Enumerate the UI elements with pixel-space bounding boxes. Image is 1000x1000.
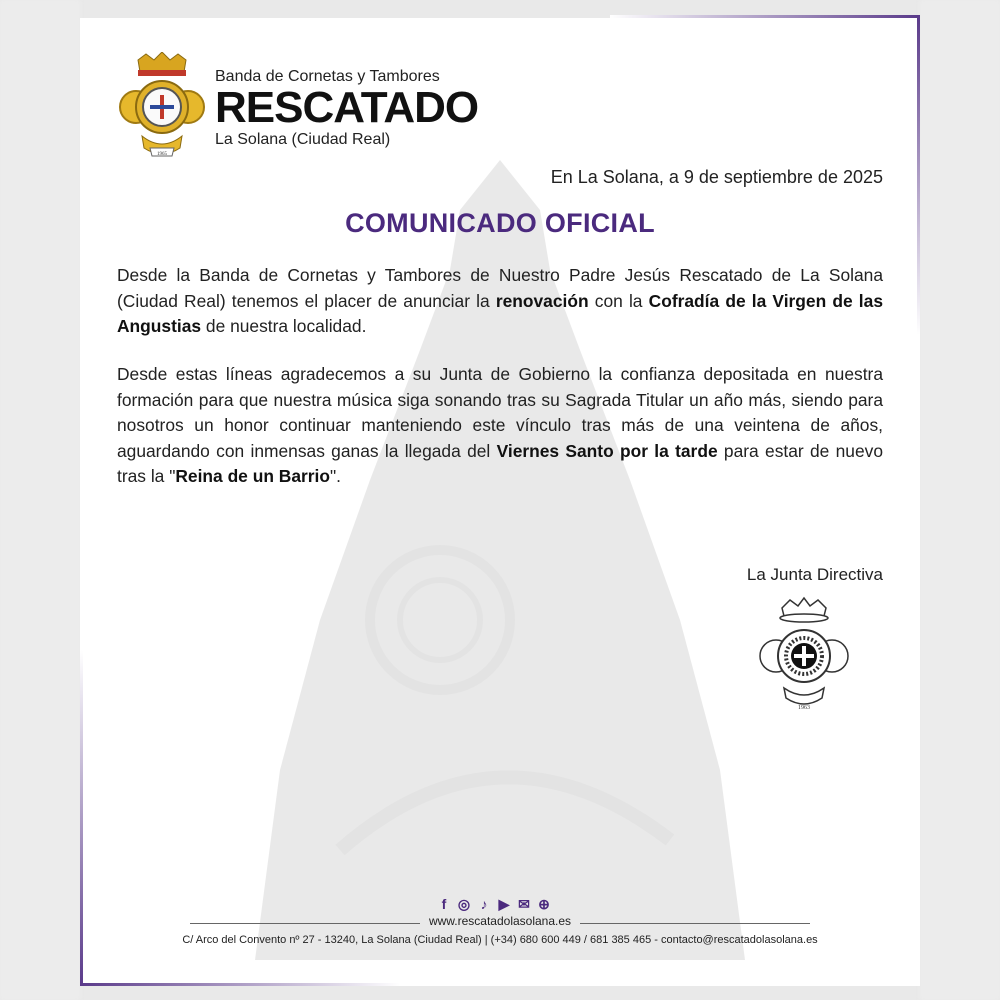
paragraph-1-bold: renovación	[495, 290, 589, 311]
instagram-icon[interactable]: ◎	[457, 896, 471, 912]
background-blur-right	[920, 0, 1000, 1000]
paragraph-2-bold: Reina de un Barrio	[175, 466, 330, 486]
band-crest-logo	[116, 52, 208, 162]
signature-crest-logo	[756, 594, 852, 714]
paragraph-1-text: de nuestra localidad.	[201, 316, 367, 336]
frame-accent-right	[917, 15, 920, 335]
frame-accent-top	[610, 15, 920, 18]
tiktok-icon[interactable]: ♪	[480, 896, 488, 912]
footer-divider-right	[580, 923, 810, 924]
page-title: COMUNICADO OFICIAL	[345, 208, 655, 238]
footer-address: C/ Arco del Convento nº 27 - 13240, La Solana (Ciudad Real) | (+34) 680 600 449 / 681 385 465 - contacto@rescatadolasolana.es	[182, 934, 818, 946]
brand-name: RESCATADO	[215, 83, 479, 132]
paragraph-2	[117, 362, 883, 490]
logo-year-text: 1965	[157, 152, 167, 157]
brand-subtitle: Banda de Cornetas y Tambores	[215, 68, 440, 85]
background-blur-left	[0, 0, 80, 1000]
paragraph-2-bold: Viernes Santo por la tarde	[496, 440, 718, 461]
youtube-icon[interactable]: ▶	[498, 896, 510, 912]
paragraph-1-text: Desde la Banda de Cornetas y Tambores de Nuestro Padre Jesús Rescatado de La Solana (Ciudad Real) tenemos el placer de anunciar la	[117, 265, 883, 311]
globe-icon[interactable]: ⊕	[538, 896, 550, 912]
paragraph-1-bold: Cofradía de la Virgen de las Angustias	[117, 290, 883, 336]
paragraph-1-text: con la	[588, 290, 649, 311]
brand-block	[215, 68, 478, 149]
paragraph-1	[117, 263, 883, 340]
mail-icon[interactable]: ✉	[518, 896, 530, 912]
website-link[interactable]: www.rescatadolasolana.es	[428, 914, 572, 928]
signature-logo-year: 1963	[798, 705, 810, 711]
frame-accent-bottom	[80, 983, 400, 986]
website-row	[190, 914, 810, 934]
paragraph-2-text: para estar de nuevo tras la "	[117, 440, 883, 486]
social-icons-row	[436, 896, 552, 912]
signature-text: La Junta Directiva	[746, 565, 883, 584]
brand-location: La Solana (Ciudad Real)	[215, 131, 391, 148]
facebook-icon[interactable]: f	[441, 896, 447, 912]
paragraph-2-text: ".	[330, 466, 342, 486]
paragraph-2-text: Desde estas líneas agradecemos a su Junta de Gobierno la confianza depositada en nuestra formación para que nuestra música siga sonando tras su Sagrada Titular un año más, siendo para nosotros un honor continuar manteniendo este vínculo tras más de una veintena de años, aguardando con inmensas ganas la llegada del	[117, 364, 883, 461]
document-date: En La Solana, a 9 de septiembre de 2025	[550, 167, 883, 187]
